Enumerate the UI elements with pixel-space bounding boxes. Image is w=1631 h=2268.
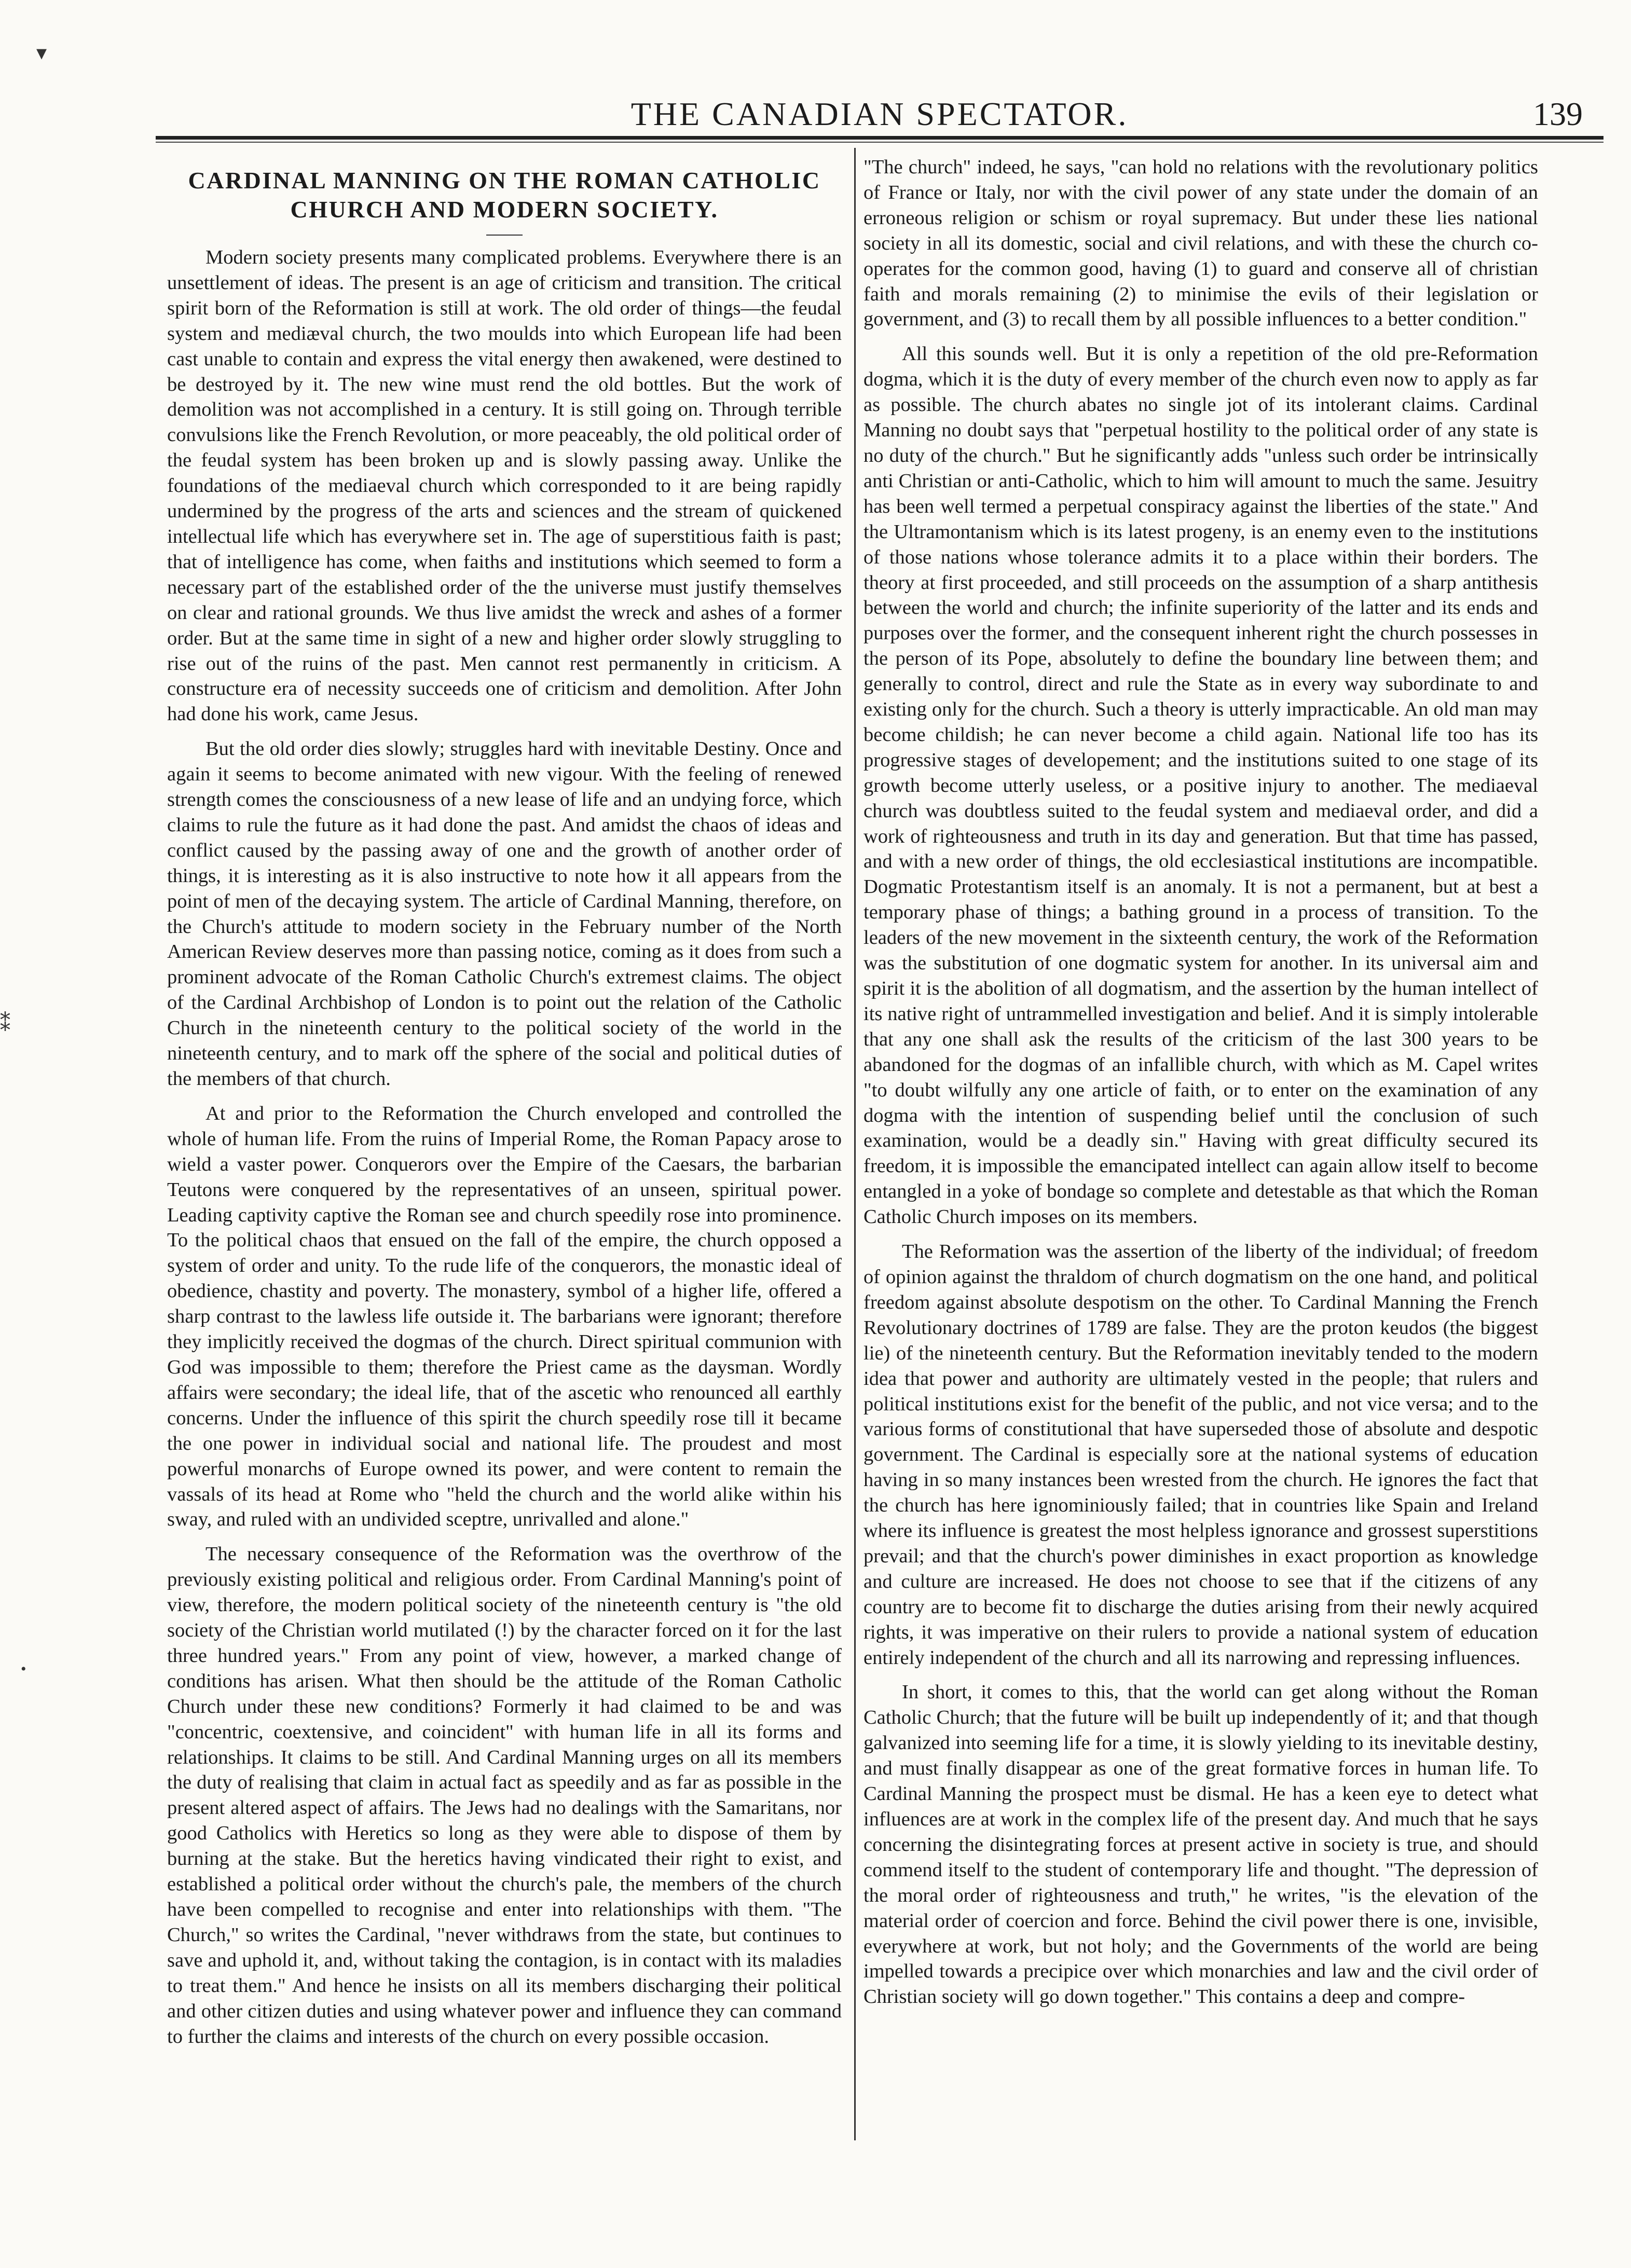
paragraph: Modern society presents many complicated problems. Everywhere there is an unsettlement of ideas. The present is an age of criticism and transition. The critical spirit born of the Reformation is still at work. The old order of things—the feudal system and mediæval church, the two moulds into which European life had been cast unable to contain and express the vital energy then awakened, were destined to be destroyed by it. The new wine must rend the old bottles. But the work of demolition was not accomplished in a century. It is still going on. Through terrible convulsions like the French Revolution, or more peaceably, the old political order of the feudal system has been broken up and is slowly passing away. Unlike the foundations of the mediaeval church which corresponded to it are being rapidly undermined by the progress of the arts and sciences and the stream of quickened intellectual life which has everywhere set in. The age of superstitious faith is past; that of intelligence has come, when faiths and institutions which seemed to form a necessary part of the established order of the the universe must justify themselves on clear and rational grounds. We thus live amidst the wreck and ashes of a former order. But at the same time in sight of a new and higher order slowly struggling to rise out of the ruins of the past. Men cannot rest permanently in criticism. A constructure era of necessity succeeds one of criticism and demolition. After John had done his work, came Jesus. [167, 246, 842, 725]
paragraph: All this sounds well. But it is only a repetition of the old pre-Reformation dogma, which it is the duty of every member of the church even now to apply as far as possible. The church abates no single jot of its intolerant claims. Cardinal Manning no doubt says that "perpetual hostility to the political order of any state is no duty of the church." But he significantly adds "unless such order be intrinsically anti Christian or anti-Catholic, which to him will amount to much the same. Jesuitry has been well termed a perpetual conspiracy against the liberties of the state." And the Ultramontanism which is its latest progeny, is an enemy even to the institutions of those nations whose tolerance admits it to a place within their borders. The theory at first proceeded, and still proceeds on the assumption of a sharp antithesis between the world and church; the infinite superiority of the latter and its ends and purposes over the former, and the consequent inherent right the church possesses in the person of its Pope, absolutely to define the boundary line between them; and generally to control, direct and rule the State as in every way subordinate to and existing only for the church. Such a theory is utterly impracticable. An old man may become childish; he can never become a child again. National life too has its progressive stages of developement; and the institutions suited to one stage of its growth become utterly useless, or a positive injury to another. The mediaeval church was doubtless suited to the feudal system and mediaeval order, and did a work of righteousness and truth in its day and generation. But that time has passed, and with a new order of things, the old ecclesiastical institutions are incompatible. Dogmatic Protestantism itself is an anomaly. It is not a permanent, but at best a temporary phase of things; a bathing ground in a process of transition. To the leaders of the new movement in the sixteenth century, the work of the Reformation was the substitution of one dogmatic system for another. In its universal aim and spirit it is the abolition of all dogmatism, and the assertion by the human intellect of its native right of untrammelled investigation and belief. And it is simply intolerable that any one shall ask the results of the criticism of the last 300 years to be abandoned for the dogmas of an infallible church, with which as M. Capel writes "to doubt wilfully any one article of faith, or to enter on the examination of any dogma with the intention of suspending belief until the conclusion of such examination, would be a deadly sin." Having with great difficulty secured its freedom, it is impossible the emancipated intellect can again allow itself to become entangled in a yoke of bondage so complete and detestable as that which the Roman Catholic Church imposes on its members. [864, 343, 1538, 1228]
margin-mark-icon: ⁑ [0, 1012, 10, 1036]
column-divider [854, 148, 856, 2140]
article-title-line-2: CHURCH AND MODERN SOCIETY. [290, 196, 719, 223]
header-rule-thick [156, 136, 1603, 140]
margin-mark-icon: ▾ [36, 41, 47, 64]
article-title-line-1: CARDINAL MANNING ON THE ROMAN CATHOLIC [188, 167, 821, 194]
header-rule-thin [156, 142, 1603, 143]
journal-title: THE CANADIAN SPECTATOR. [631, 95, 1129, 132]
paragraph: The Reformation was the assertion of the liberty of the individual; of freedom of opinion against the thraldom of church dogmatism on the one hand, and political freedom against absolute despotism on the other. To Cardinal Manning the French Revolutionary doctrines of 1789 are false. They are the proton keudos (the biggest lie) of the nineteenth century. But the Reformation inevitably tended to the modern idea that power and authority are ultimately vested in the people; that rulers and political institutions exist for the benefit of the public, and not vice versa; and to the various forms of constitutional that have superseded those of absolute and despotic government. The Cardinal is especially sore at the national systems of education having in so many instances been wrested from the church. He ignores the fact that the church has here ignominiously failed; that in countries like Spain and Ireland where its influence is greatest the most helpless ignorance and grossest superstitions prevail; and that the church's power diminishes in exact proportion as knowledge and culture are increased. He does not choose to see that if the citizens of any country are to become fit to discharge the duties arising from their newly acquired rights, it was imperative on their rulers to provide a national system of education entirely independent of the church and all its narrowing and repressing influences. [864, 1241, 1538, 1669]
paragraph: But the old order dies slowly; struggles hard with inevitable Destiny. Once and again it seems to become animated with new vigour. With the feeling of renewed strength comes the consciousness of a new lease of life and an undying force, which claims to rule the future as it had done the past. And amidst the chaos of ideas and conflict caused by the passing away of one and the growth of another order of things, it is interesting as it is also instructive to note how it all appears from the point of men of the decaying system. The article of Cardinal Manning, therefore, on the Church's attitude to modern society in the February number of the North American Review deserves more than passing notice, coming as it does from such a prominent advocate of the Roman Catholic Church's extremest claims. The object of the Cardinal Archbishop of London is to point out the relation of the Catholic Church in the nineteenth century to the political society of the world in the nineteenth century, and to mark off the sphere of the social and political duties of the members of that church. [167, 738, 842, 1090]
title-rule [486, 235, 523, 236]
paragraph: At and prior to the Reformation the Church enveloped and controlled the whole of human life. From the ruins of Imperial Rome, the Roman Papacy arose to wield a vaster power. Conquerors over the Empire of the Caesars, the barbarian Teutons were conquered by the representatives of an unseen, spiritual power. Leading captivity captive the Roman see and church speedily rose into prominence. To the political chaos that ensued on the fall of the empire, the church opposed a system of order and unity. To the rude life of the conquerors, the monastic ideal of obedience, chastity and poverty. The monastery, symbol of a higher life, offered a sharp contrast to the lawless life outside it. The barbarians were ignorant; therefore they implicitly received the dogmas of the church. Direct spiritual communion with God was impossible to them; therefore the Priest came as the daysman. Wordly affairs were secondary; the ideal life, that of the ascetic who renounced all earthly concerns. Under the influence of this spirit the church speedily rose till it became the one power in individual social and national life. The proudest and most powerful monarchs of Europe owned its power, and were content to remain the vassals of its head at Rome who "held the church and the world alike within his sway, and ruled with an undivided sceptre, unrivalled and alone." [167, 1102, 842, 1531]
page-number: 139 [1533, 95, 1583, 132]
left-column [167, 161, 842, 2133]
right-column [864, 155, 1538, 2126]
paragraph: "The church" indeed, he says, "can hold no relations with the revolutionary politics of France or Italy, nor with the civil power of any state under the domain of an erroneous religion or schism or royal supremacy. But under these lies national society in all its domestic, social and civil relations, and with these the church co-operates for the common good, having (1) to guard and conserve all of christian faith and morals remaining (2) to minimise the evils of their legislation or government, and (3) to recall them by all possible influences to a better condition." [864, 156, 1538, 331]
paragraph: The necessary consequence of the Reformation was the overthrow of the previously existing political and religious order. From Cardinal Manning's point of view, therefore, the modern political society of the nineteenth century is "the old society of the Christian world mutilated (!) by the character forced on it for the last three hundred years." From any point of view, however, a marked change of conditions has arisen. What then should be the attitude of the Roman Catholic Church under these new conditions? Formerly it had claimed to be and was "concentric, coextensive, and coincident" with human life in all its forms and relationships. It claims to be still. And Cardinal Manning urges on all its members the duty of realising that claim in actual fact as speedily and as far as possible in the present altered aspect of affairs. The Jews had no dealings with the Samaritans, nor good Catholics with Heretics so long as they were able to dispose of them by burning at the stake. But the heretics having vindicated their right to exist, and established a political order without the church's pale, the members of the church have been compelled to recognise and enter into relationships with them. "The Church," so writes the Cardinal, "never withdraws from the state, but continues to save and uphold it, and, without taking the contagion, is in contact with its maladies to treat them." And hence he insists on all its members discharging their political and other citizen duties and using whatever power and influence they can command to further the claims and interests of the church on every possible occasion. [167, 1543, 842, 2047]
margin-mark-icon: • [21, 1660, 26, 1678]
page-header [156, 93, 1603, 135]
paragraph: In short, it comes to this, that the world can get along without the Roman Catholic Church; that the future will be built up independently of it; and that though galvanized into seeming life for a time, it is slowly yielding to its inevitable destiny, and must finally disappear as one of the great formative forces in human life. To Cardinal Manning the prospect must be dismal. He has a keen eye to detect what influences are at work in the complex life of the present day. And much that he says concerning the disintegrating forces at present active in society is true, and should commend itself to the student of contemporary life and thought. "The depression of the moral order of righteousness and truth," he writes, "is the elevation of the material order of coercion and force. Behind the civil power there is one, invisible, everywhere at work, but not holy; and the Governments of the world are being impelled towards a precipice over which monarchies and law and the civil order of Christian society will go down together." This contains a deep and compre- [864, 1681, 1538, 2008]
article-title [167, 166, 842, 224]
